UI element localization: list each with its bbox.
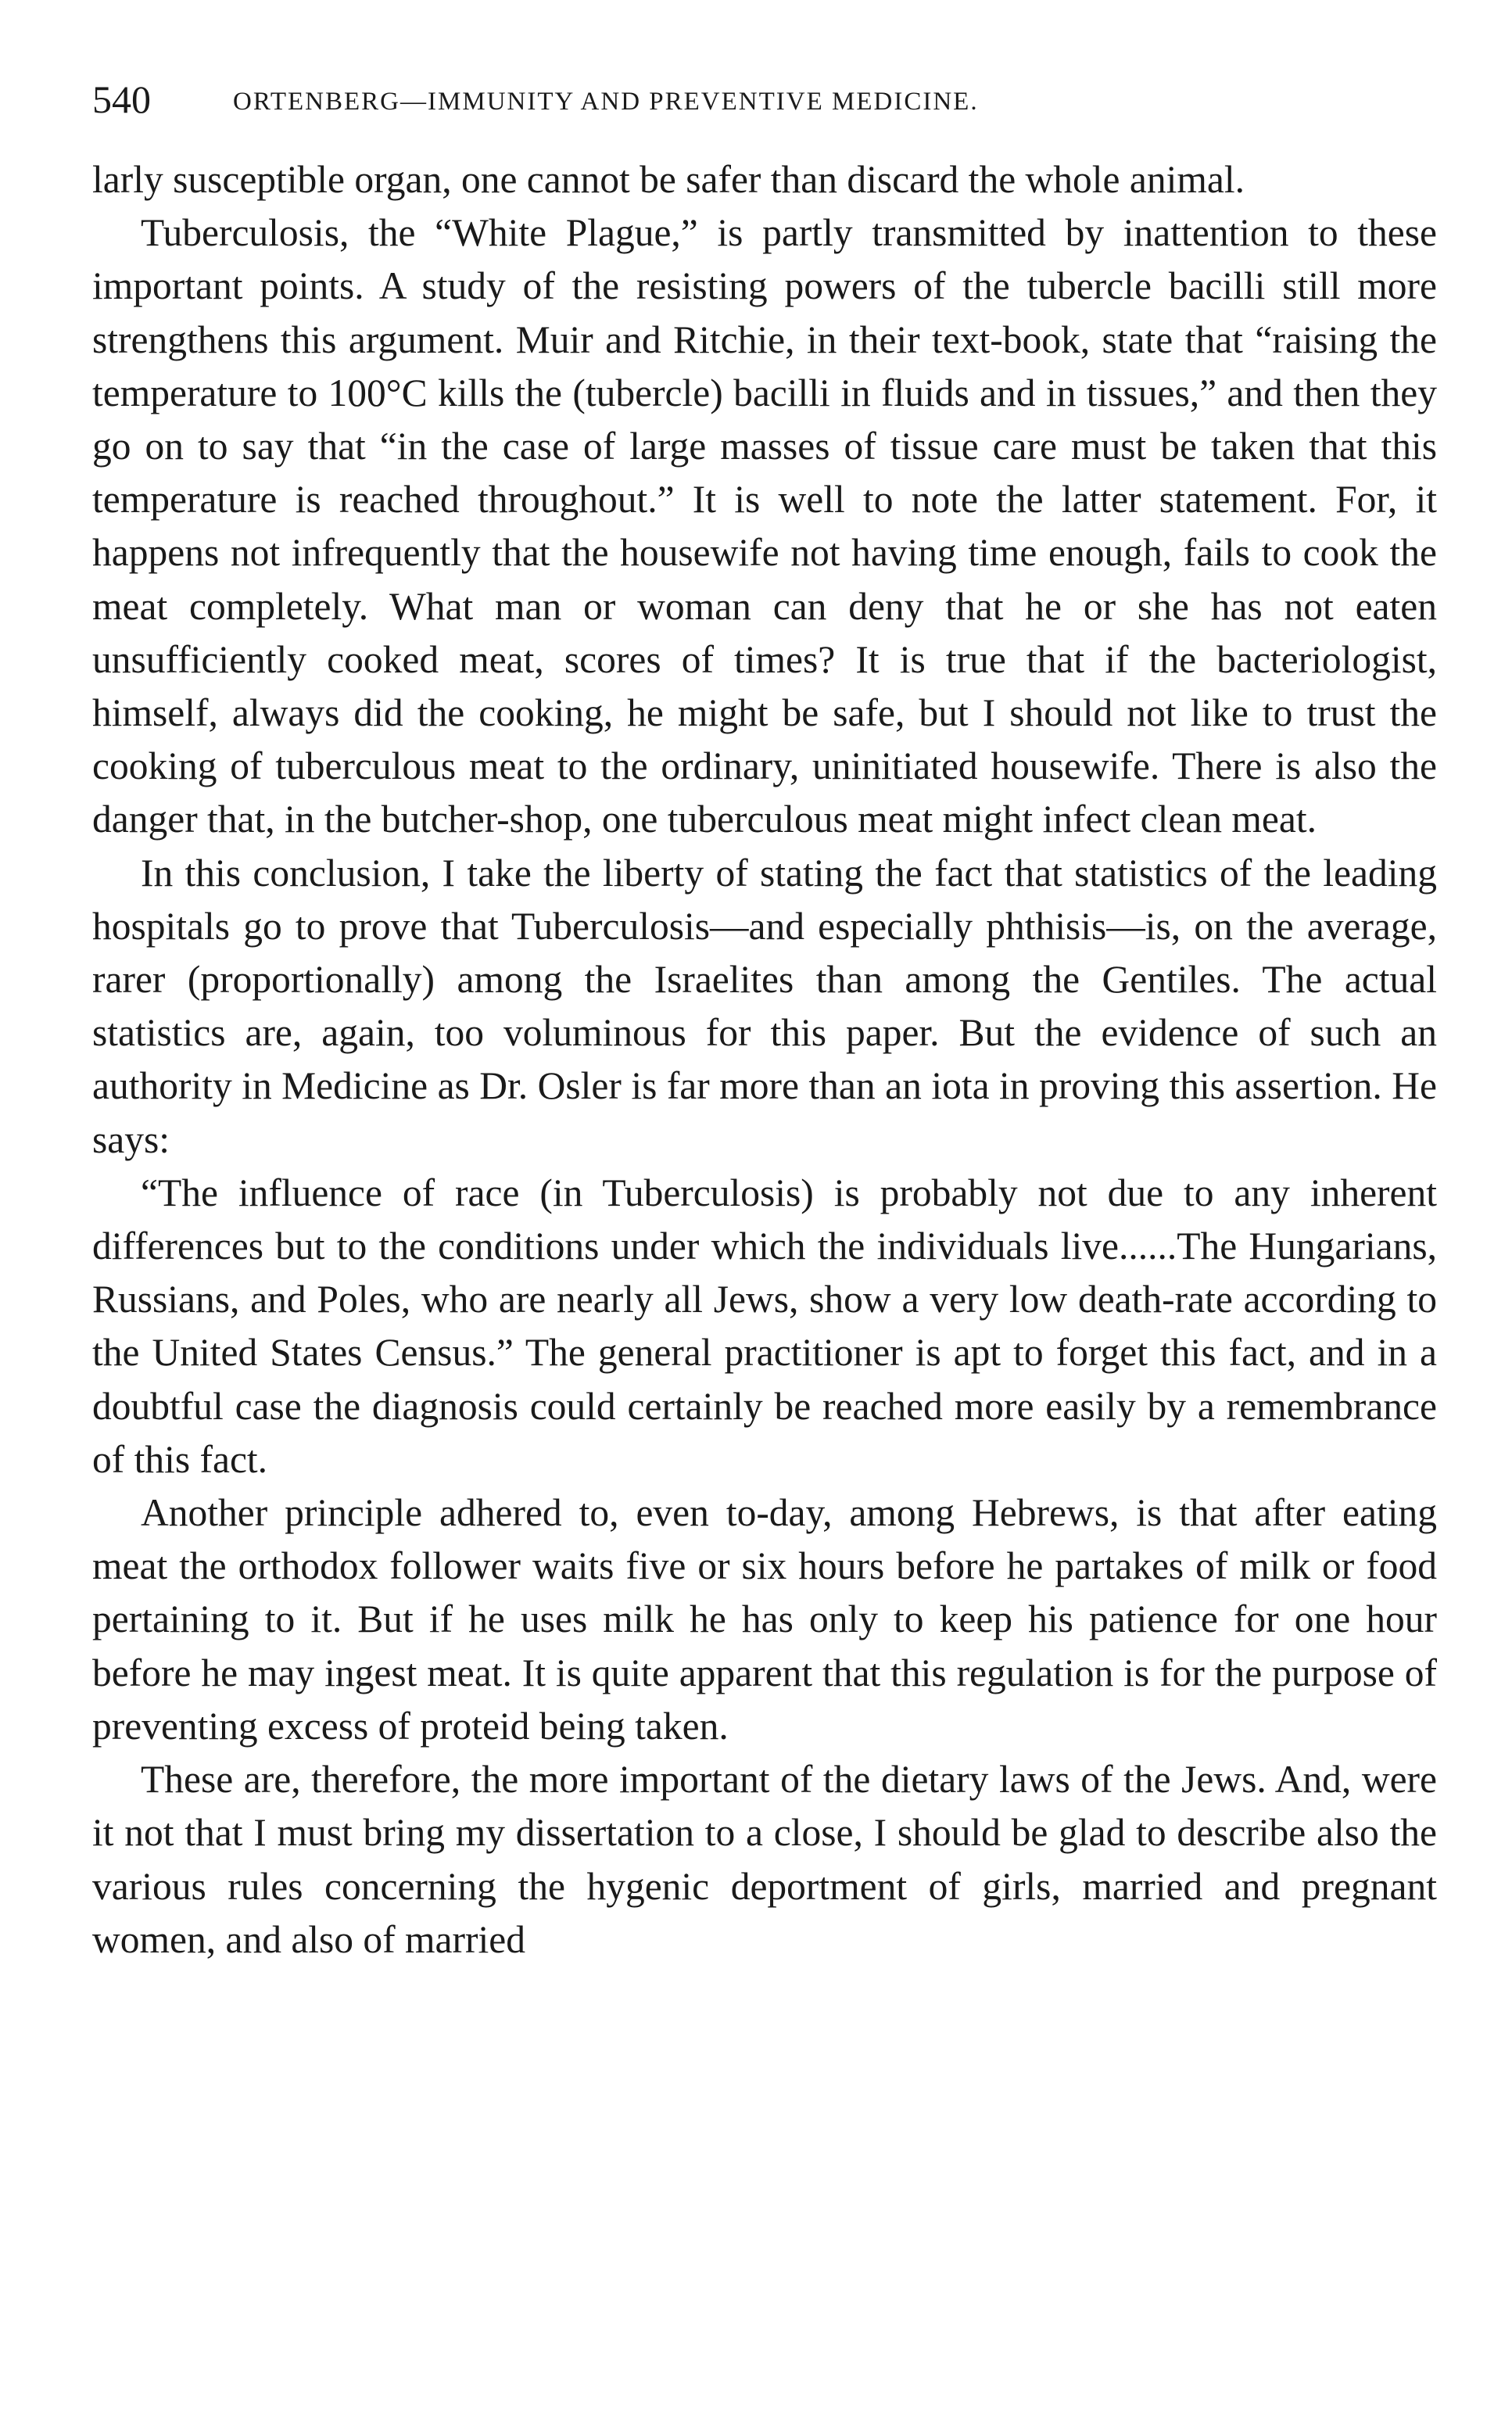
paragraph-dietary-laws: These are, therefore, the more important of the dietary laws of the Jews. And, were it not that I must bring my dissertation to a close, I should be glad to describe also the various rules concerning the hygenic deportment of girls, married and pregnant women, and also of married: [92, 1758, 1437, 1961]
paragraph-osler-quote: “The influence of race (in Tuberculosis) is probably not due to any inherent differences but to the conditions under which the individuals live......The Hungarians, Russians, and Poles, who are nearly all Jews, show a very low death-rate according to the United States Census.” The general practitioner is apt to forget this fact, and in a doubtful case the diagnosis could certainly be reached more easily by a remembrance of this fact.: [92, 1171, 1437, 1481]
running-head: [92, 72, 1437, 127]
paragraph-statistics: In this conclusion, I take the liberty of stating the fact that statistics of the leading hospitals go to prove that Tuberculosis—and especially phthisis—is, on the average, rarer (proportionally) among the Israelites than among the Gentiles. The actual statistics are, again, too voluminous for this paper. But the evidence of such an authority in Medicine as Dr. Osler is far more than an iota in proving this assertion. He says:: [92, 851, 1437, 1161]
paragraph-tuberculosis: Tuberculosis, the “White Plague,” is partly transmitted by inattention to these important points. A study of the resisting powers of the tubercle bacilli still more strengthens this argument. Muir and Ritchie, in their text-book, state that “raising the temperature to 100°C kills the (tubercle) bacilli in fluids and in tissues,” and then they go on to say that “in the case of large masses of tissue care must be taken that this temperature is reached throughout.” It is well to note the latter statement. For, it happens not infrequently that the housewife not having time enough, fails to cook the meat completely. What man or woman can deny that he or she has not eaten unsufficiently cooked meat, scores of times? It is true that if the bacteriologist, himself, always did the cooking, he might be safe, but I should not like to trust the cooking of tuberculous meat to the ordinary, uninitiated housewife. There is also the danger that, in the butcher-shop, one tuberculous meat might infect clean meat.: [92, 211, 1437, 841]
running-title: ORTENBERG—IMMUNITY AND PREVENTIVE MEDICINE.: [233, 88, 979, 116]
paragraph-continuation: larly susceptible organ, one cannot be safer than discard the whole animal.: [92, 158, 1245, 201]
body-text: [92, 153, 1437, 1967]
paragraph-meat-milk: Another principle adhered to, even to-day, among Hebrews, is that after eating meat the orthodox follower waits five or six hours before he partakes of milk or food pertaining to it. But if he uses milk he has only to keep his patience for one hour before he may ingest meat. It is quite apparent that this regulation is for the purpose of preventing excess of proteid being taken.: [92, 1491, 1437, 1748]
page-number: 540: [92, 77, 151, 121]
